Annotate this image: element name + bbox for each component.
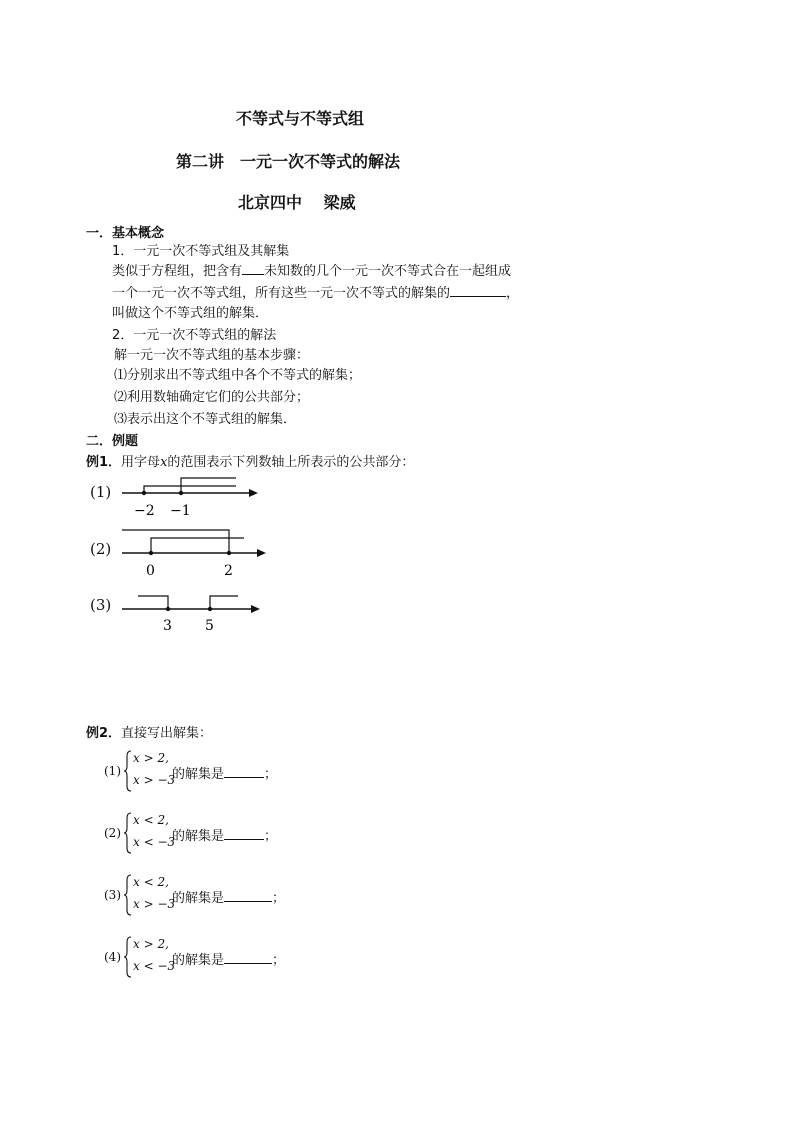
numberline-3-tick-b: 5 — [205, 618, 214, 634]
brace-icon — [123, 812, 132, 854]
example2-text: 直接写出解集： — [121, 726, 213, 741]
example2-label: 例2． — [86, 726, 122, 741]
numberline-2-tick-a: 0 — [146, 563, 155, 579]
example1-label: 例1． — [86, 455, 122, 470]
numberline-2-tick-b: 2 — [224, 563, 233, 579]
answer-blank — [224, 827, 264, 840]
item1-line2 — [112, 284, 519, 304]
item1-line1-part-a: 类似于方程组，把含有 — [112, 264, 243, 279]
section-heading-examples: 二．例题 — [86, 434, 139, 449]
system-2-answer — [172, 825, 277, 844]
step-1: ⑴分别求出不等式组中各个不等式的解集； — [114, 368, 362, 383]
system-1-end: ； — [264, 767, 278, 782]
system-1-suffix: 的解集是 — [172, 767, 225, 782]
system-2-end: ； — [264, 829, 278, 844]
system-3-end: ； — [272, 891, 286, 906]
system-4-end: ； — [272, 953, 286, 968]
system-4-line1: x > 2, — [133, 937, 169, 951]
item1-line3: 叫做这个不等式组的解集． — [112, 306, 269, 321]
step-3: ⑶表示出这个不等式组的解集． — [114, 412, 297, 427]
system-4-answer — [172, 949, 285, 968]
system-4-label: (4) — [104, 950, 121, 964]
example2-prompt — [86, 722, 212, 741]
system-3-answer — [172, 887, 285, 906]
system-4-suffix: 的解集是 — [172, 953, 225, 968]
item1-line1 — [112, 262, 511, 282]
numberline-3-tick-a: 3 — [163, 618, 172, 634]
system-2-line1: x < 2, — [133, 813, 169, 827]
numberline-1-label: (1) — [90, 483, 112, 501]
lecture-subtitle: 第二讲 一元一次不等式的解法 — [176, 152, 401, 171]
system-3-suffix: 的解集是 — [172, 891, 225, 906]
numberline-2 — [118, 524, 278, 580]
example1-variable: x — [160, 455, 168, 470]
brace-icon — [123, 874, 132, 916]
system-4 — [104, 936, 304, 978]
numberline-3-label: (3) — [90, 596, 112, 614]
blank-line-2 — [450, 284, 506, 297]
answer-blank — [224, 951, 272, 964]
brace-icon — [123, 750, 132, 792]
example1-text-a: 用字母 — [121, 455, 161, 470]
author-line: 北京四中 梁威 — [238, 193, 356, 212]
item1-title: 1．一元一次不等式组及其解集 — [112, 244, 290, 259]
system-2 — [104, 812, 304, 854]
blank-line-1 — [242, 262, 264, 275]
item2-intro: 解一元一次不等式组的基本步骤： — [114, 348, 310, 363]
section-heading-concepts: 一．基本概念 — [86, 226, 165, 241]
system-1 — [104, 750, 304, 792]
numberline-1 — [118, 474, 268, 522]
item1-line1-part-b: 未知数的几个一元一次不等式合在一起组成 — [264, 264, 512, 279]
answer-blank — [224, 765, 264, 778]
numberline-3 — [118, 588, 268, 634]
step-2: ⑵利用数轴确定它们的公共部分； — [114, 390, 310, 405]
system-1-line1: x > 2, — [133, 751, 169, 765]
system-1-answer — [172, 763, 277, 782]
system-2-line2: x < −3 — [133, 835, 176, 849]
item1-line2-part-b: ， — [506, 286, 520, 301]
system-2-suffix: 的解集是 — [172, 829, 225, 844]
system-1-line2: x > −3 — [133, 773, 176, 787]
system-3-line1: x < 2, — [133, 875, 169, 889]
example1-prompt — [86, 451, 414, 470]
page-title: 不等式与不等式组 — [236, 109, 365, 128]
item1-line2-part-a: 一个一元一次不等式组，所有这些一元一次不等式的解集的 — [112, 286, 451, 301]
example1-text-b: 的范围表示下列数轴上所表示的公共部分： — [167, 455, 415, 470]
system-1-label: (1) — [104, 764, 121, 778]
system-2-label: (2) — [104, 826, 121, 840]
numberline-2-label: (2) — [90, 540, 112, 558]
system-4-line2: x < −3 — [133, 959, 176, 973]
system-3-label: (3) — [104, 888, 121, 902]
system-3 — [104, 874, 304, 916]
system-3-line2: x > −3 — [133, 897, 176, 911]
item2-title: 2．一元一次不等式组的解法 — [112, 328, 277, 343]
numberline-1-tick-a: −2 — [134, 503, 155, 519]
answer-blank — [224, 889, 272, 902]
brace-icon — [123, 936, 132, 978]
numberline-1-tick-b: −1 — [170, 503, 191, 519]
